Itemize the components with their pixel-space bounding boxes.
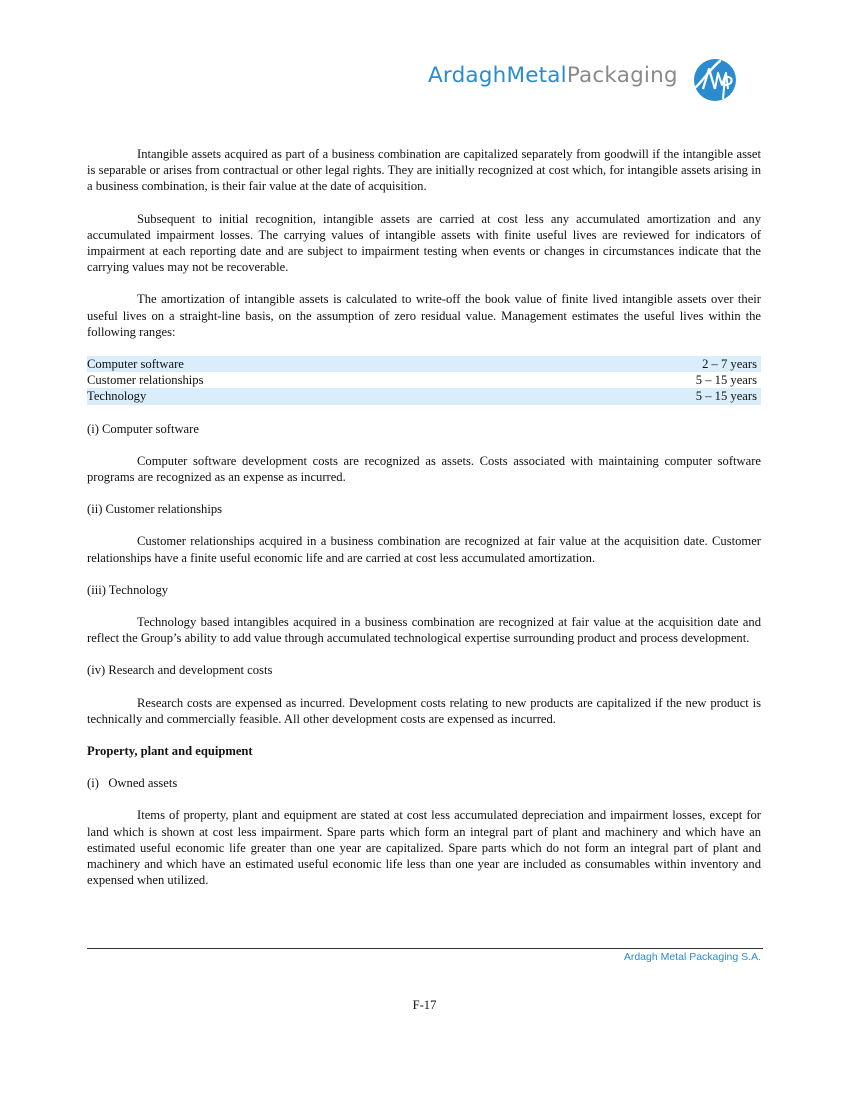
footer-company-name: Ardagh Metal Packaging S.A. [623,951,761,963]
paragraph-owned-assets: Items of property, plant and equipment are stated at cost less accumulated depreciation and impairment losses, except for land which is shown at cost less impairment. Spare parts which form an integral part of plant and machinery and which have an estimated useful economic life greater than one year are capitalized. Spare parts which do not form an integral part of plant and machinery and which have an estimated useful economic life less than one year are included as consumables within inventory and expensed when utilized. [87,808,761,888]
paragraph-amortization: The amortization of intangible assets is calculated to write-off the book value of finite lived intangible assets over their useful lives on a straight-line basis, on the assumption of zero residual value. Management estimates the useful lives within the following ranges: [87,292,761,339]
useful-life-row [87,356,761,372]
main-content [87,146,761,904]
useful-life-value: 5 – 15 years [695,389,757,404]
heading-customer-relationships: (ii) Customer relationships [87,502,223,517]
useful-life-row [87,372,761,388]
useful-life-label: Computer software [87,357,184,372]
logo-word-ardagh: Ardagh [428,63,507,88]
logo-word-metal: Metal [506,63,567,88]
useful-lives-table [87,356,761,405]
useful-life-value: 2 – 7 years [702,357,757,372]
amp-logo-icon [690,55,740,105]
page-number: F-17 [412,998,437,1012]
paragraph-customer-relationships: Customer relationships acquired in a business combination are recognized at fair value at the acquisition date. Customer relationships have a finite useful economic life and are carried at cost less accumulated amortization. [87,534,761,565]
useful-life-label: Customer relationships [87,373,204,388]
heading-research-development: (iv) Research and development costs [87,663,273,678]
useful-life-value: 5 – 15 years [695,373,757,388]
heading-property-plant-equipment: Property, plant and equipment [87,744,253,759]
logo-word-packaging: Packaging [566,63,678,88]
useful-life-row [87,388,761,404]
paragraph-subsequent-recognition: Subsequent to initial recognition, intangible assets are carried at cost less any accumulated amortization and any accumulated impairment losses. The carrying values of intangible assets with finite useful lives are reviewed for indicators of impairment at each reporting date and are subject to impairment testing when events or changes in circumstances indicate that the carrying values may not be recoverable. [87,211,761,275]
paragraph-technology: Technology based intangibles acquired in a business combination are recognized at fair value at the acquisition date and reflect the Group’s ability to add value through accumulated technological expertise surrounding product and process development. [87,615,761,646]
heading-owned-assets: (i) Owned assets [87,776,178,791]
heading-technology: (iii) Technology [87,582,169,597]
logo-wordmark [428,65,678,87]
useful-life-label: Technology [87,389,147,404]
heading-computer-software: (i) Computer software [87,421,199,436]
paragraph-computer-software: Computer software development costs are recognized as assets. Costs associated with maintaining computer software programs are recognized as an expense as incurred. [87,453,761,484]
paragraph-research-development: Research costs are expensed as incurred. Development costs relating to new products are capitalized if the new product is technically and commercially feasible. All other development costs are expensed as incurred. [87,695,761,726]
paragraph-intangible-recognition: Intangible assets acquired as part of a business combination are capitalized separately from goodwill if the intangible asset is separable or arises from contractual or other legal rights. They are initially recognized at cost which, for intangible assets arising in a business combination, is their fair value at the date of acquisition. [87,147,761,194]
company-logo [428,55,748,105]
footer-divider [87,948,763,949]
